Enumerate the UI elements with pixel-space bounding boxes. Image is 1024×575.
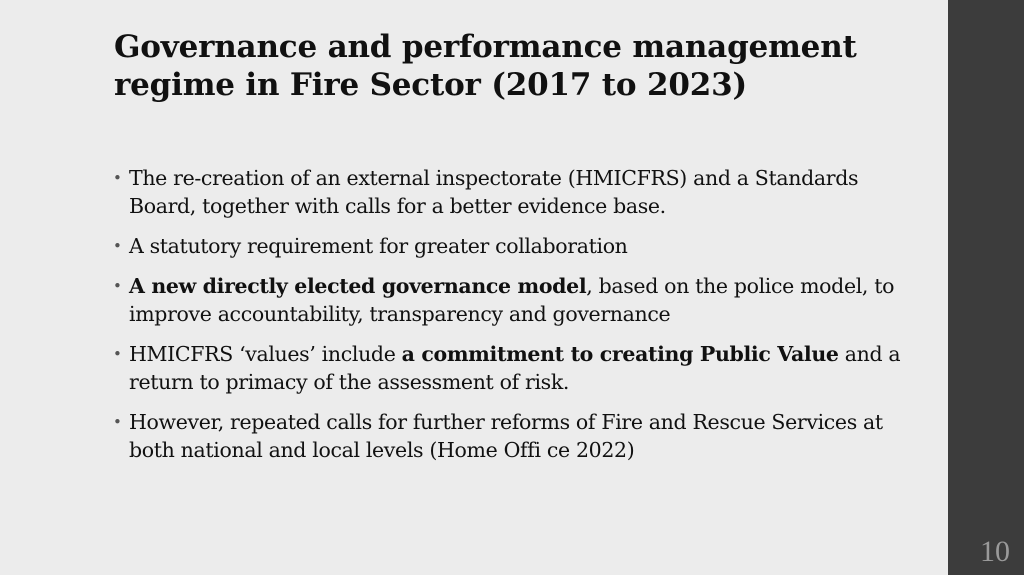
bullet-text: and a return to primacy of the assessment of risk. <box>129 342 901 394</box>
bullet-text: HMICFRS ‘values’ include <box>129 342 402 366</box>
slide-title: Governance and performance management regime in Fire Sector (2017 to 2023) <box>114 29 857 103</box>
bullet-bold-text: a commitment to creating Public Value <box>401 342 839 366</box>
bullet-text: However, repeated calls for further reforms of Fire and Rescue Services at both national and local levels (Home Offi ce 2022) <box>129 410 883 462</box>
bullet-text: , based on the police model, to improve accountability, transparency and governance <box>129 274 895 326</box>
bullet-text: The re-creation of an external inspectorate (HMICFRS) and a Standards Board, together with calls for a better evidence base. <box>129 166 859 218</box>
slide-sidebar <box>948 0 1024 575</box>
bullet-item <box>113 408 925 464</box>
bullet-item <box>113 272 925 328</box>
bullet-item <box>113 340 925 396</box>
slide-number: 10 <box>980 535 1010 568</box>
bullet-item <box>113 232 925 260</box>
bullet-item <box>113 164 925 220</box>
bullet-bold-text: A new directly elected governance model <box>129 274 587 298</box>
bullet-text: A statutory requirement for greater collaboration <box>129 234 628 258</box>
bullet-list <box>113 164 925 476</box>
